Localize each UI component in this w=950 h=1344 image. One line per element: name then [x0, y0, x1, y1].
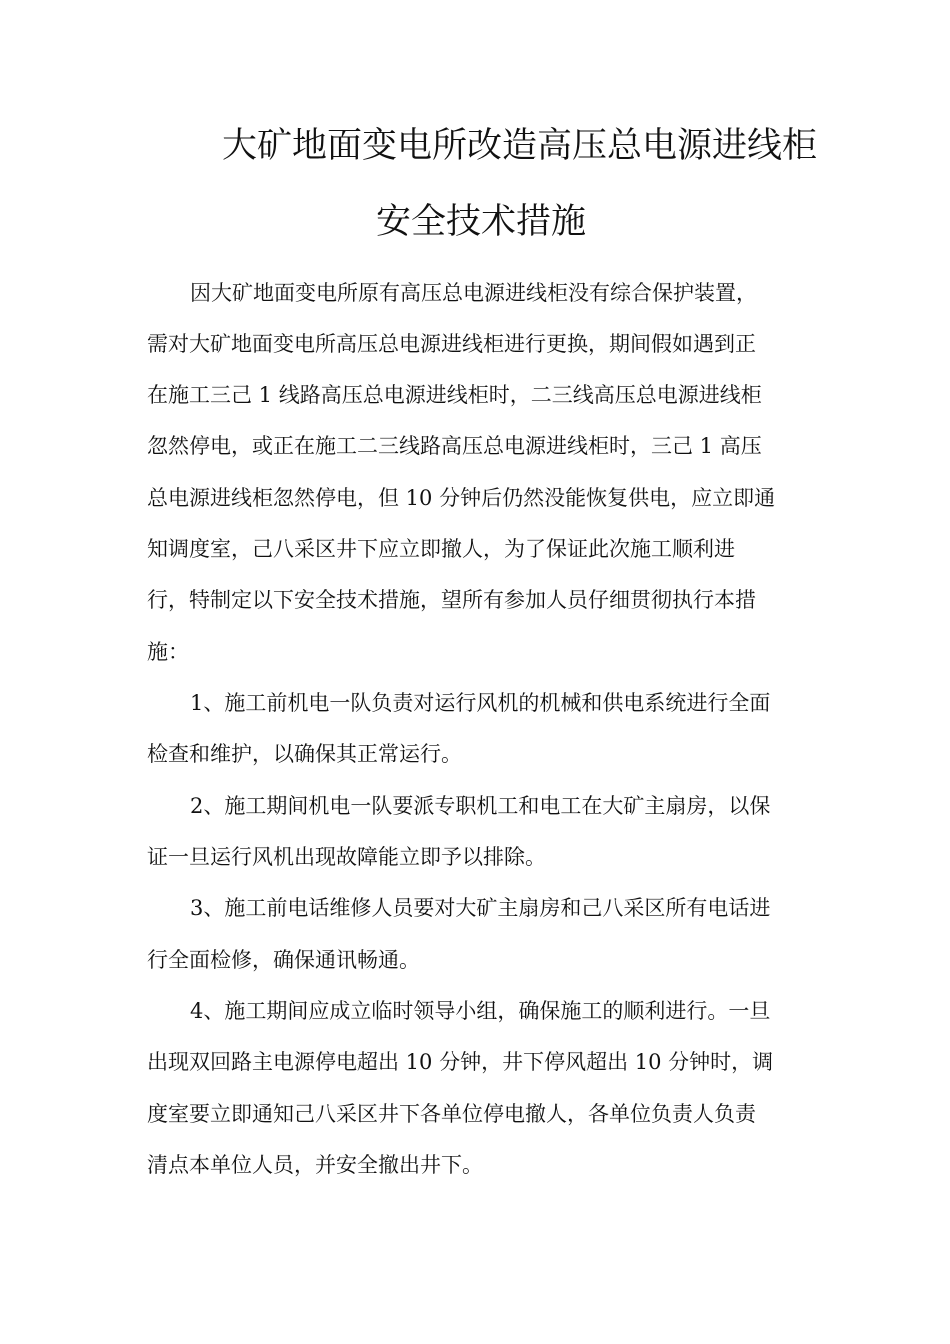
measure-item-4-line: 4、施工期间应成立临时领导小组，确保施工的顺利进行。一旦 — [190, 999, 771, 1023]
intro-line: 行，特制定以下安全技术措施，望所有参加人员仔细贯彻执行本措 — [147, 588, 756, 612]
measure-item-3-line: 行全面检修，确保通讯畅通。 — [147, 948, 420, 972]
measure-item-4-line: 出现双回路主电源停电超出 10 分钟，井下停风超出 10 分钟时，调 — [147, 1050, 774, 1074]
measure-item-4-line: 度室要立即通知己八采区井下各单位停电撤人，各单位负责人负责 — [147, 1102, 756, 1126]
document-title-line-1: 大矿地面变电所改造高压总电源进线柜 — [222, 126, 818, 166]
measure-item-2-line: 2、施工期间机电一队要派专职机工和电工在大矿主扇房，以保 — [190, 794, 771, 818]
intro-line: 在施工三己 1 线路高压总电源进线柜时，二三线高压总电源进线柜 — [147, 383, 762, 407]
intro-line: 知调度室，己八采区井下应立即撤人，为了保证此次施工顺利进 — [147, 537, 735, 561]
measure-item-4-line: 清点本单位人员，并安全撤出井下。 — [147, 1153, 483, 1177]
measure-item-2-line: 证一旦运行风机出现故障能立即予以排除。 — [147, 845, 546, 869]
document-title-line-2: 安全技术措施 — [376, 202, 587, 242]
measure-item-3-line: 3、施工前电话维修人员要对大矿主扇房和己八采区所有电话进 — [190, 896, 771, 920]
intro-line: 因大矿地面变电所原有高压总电源进线柜没有综合保护装置， — [190, 281, 757, 305]
intro-line: 忽然停电，或正在施工二三线路高压总电源进线柜时，三己 1 高压 — [147, 434, 762, 458]
measure-item-1-line: 检查和维护，以确保其正常运行。 — [147, 742, 462, 766]
intro-line: 施： — [147, 640, 189, 664]
measure-item-1-line: 1、施工前机电一队负责对运行风机的机械和供电系统进行全面 — [190, 691, 771, 715]
intro-line: 总电源进线柜忽然停电，但 10 分钟后仍然没能恢复供电，应立即通 — [147, 486, 776, 510]
intro-line: 需对大矿地面变电所高压总电源进线柜进行更换，期间假如遇到正 — [147, 332, 756, 356]
